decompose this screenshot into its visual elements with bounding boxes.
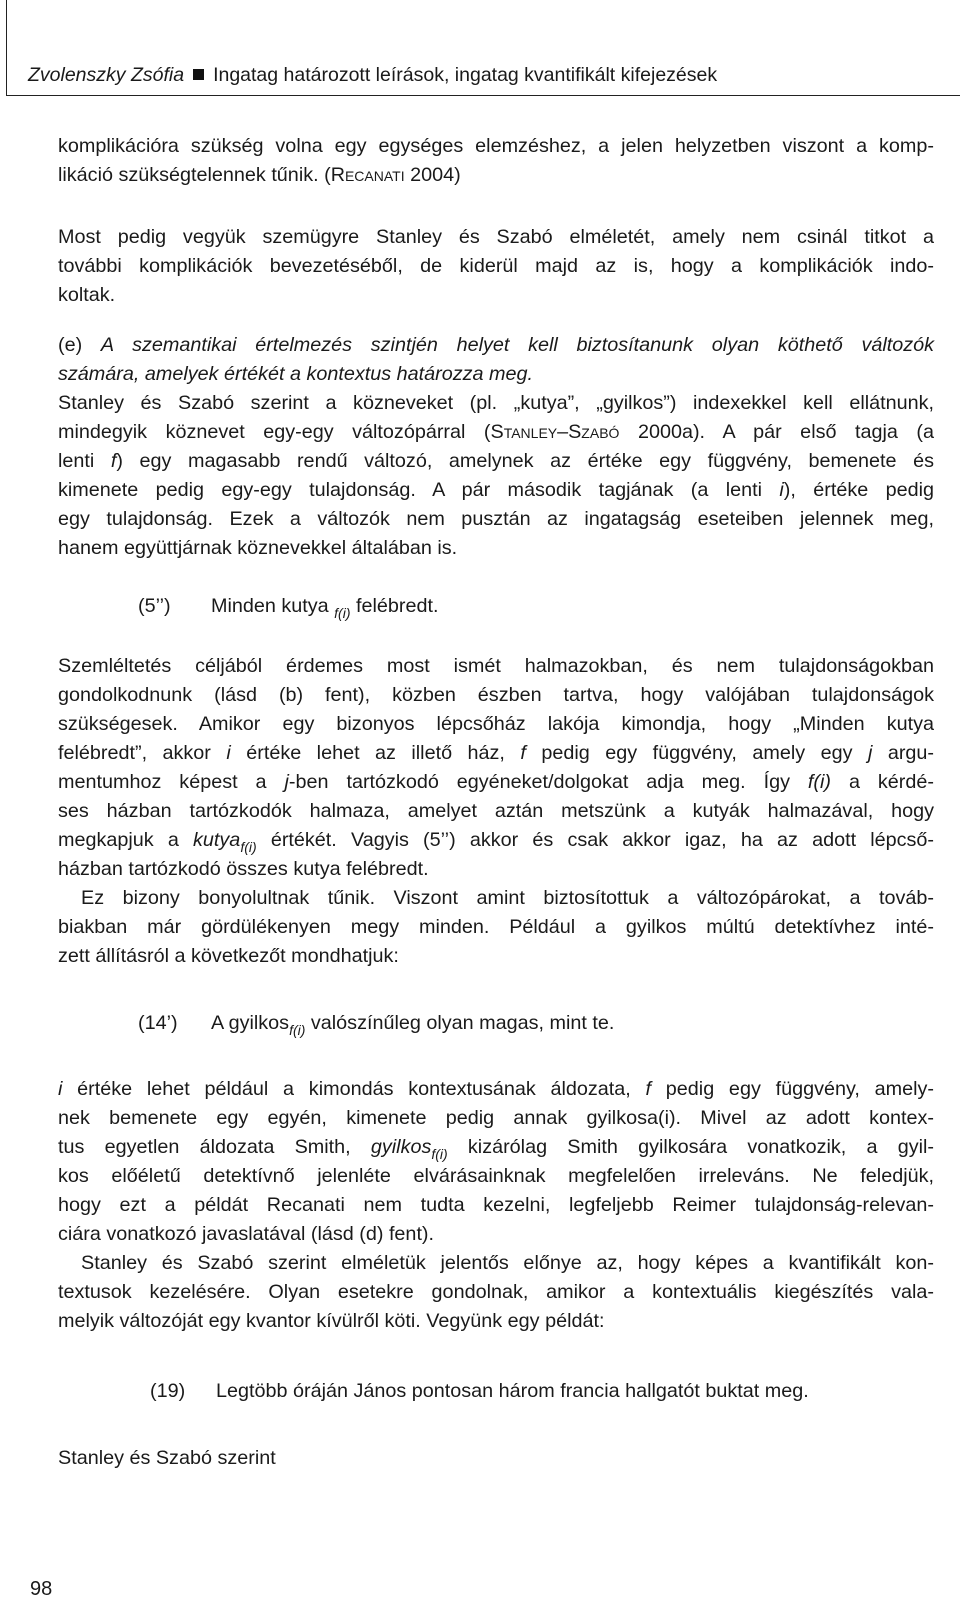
text-run: felébredt. [350,595,439,617]
line [58,768,934,797]
line: ses házban tartózkodók halmaza, amelyet aztán metszünk a kutyák halmazával, hogy [58,800,934,822]
paragraph-6 [58,1075,934,1249]
citation-recanati: Recanati [330,164,405,186]
line: házban tartózkodó összes kutya felébredt. [58,858,429,880]
text-run: valószínűleg olyan magas, mint te. [305,1012,615,1034]
text-run: A szemantikai értelmezés szintjén helyet kell biztosítanunk olyan köthető változók [100,334,935,356]
header-author: Zvolenszky Zsófia [28,64,185,86]
line: Stanley és Szabó szerint elméletük jelentős előnye az, hogy képes a kvantifikált kon- [81,1252,934,1274]
example-number: (14’) [138,1012,178,1034]
paragraph-1 [58,132,934,190]
line: zett állításról a következőt mondhatjuk: [58,945,399,967]
example-number: (19) [150,1380,186,1402]
paragraph-4 [58,652,934,884]
variable-fi: f(i) [807,771,831,793]
line: további komplikációk bevezetéséből, de kiderül majd az is, hogy a komplikációk indo- [58,255,934,277]
header-title: Ingatag határozott leírások, ingatag kvantifikált kifejezések [213,64,718,86]
subscript: f(i) [289,1022,306,1038]
line: Stanley és Szabó szerint [58,1447,276,1469]
subscript: f(i) [431,1146,448,1162]
running-header [28,64,717,87]
variable-j: j [867,742,873,764]
term-kutya: kutya [193,829,241,851]
line: Most pedig vegyük szemügyre Stanley és Szabó elméletét, amely nem csinál titkot a [58,226,934,248]
definition-e [58,331,934,389]
line [58,360,934,389]
text-run: Minden kutya [211,595,335,617]
text-run: a kérdé- [831,771,934,793]
text-run: értéke lehet például a kimondás kontextusának áldozata, [62,1078,646,1100]
text-run: -ben tartózkodó egyéneket/dolgokat adja meg. Így [288,771,808,793]
text-run: értékét. Vagyis (5’’) akkor és csak akkor igaz, ha az adott lépcső- [256,829,935,851]
variable-i: i [226,742,231,764]
line [58,826,934,855]
text-run: értéke lehet az illető ház, [230,742,521,764]
text-run: ), értéke pedig [783,479,934,501]
text-run: felébredt”, akkor [58,742,227,764]
term-gyilkos: gyilkos [370,1136,432,1158]
text-run: számára, amelyek értékét a kontextus határozza meg. [58,363,533,385]
line [58,418,934,447]
variable-f: f [110,450,117,472]
variable-i: i [58,1078,63,1100]
paragraph-8 [58,1444,934,1473]
subscript: f(i) [334,605,351,621]
paragraph-2 [58,223,934,310]
line: textusok kezelésére. Olyan esetekre gondolnak, amikor a kontextuális kiegészítés vala- [58,1281,934,1303]
example-text [211,592,438,621]
line: Szemléltetés céljából érdemes most ismét halmazokban, és nem tulajdonságokban [58,655,934,677]
line: ciára vonatkozó javaslatával (lásd (d) fent). [58,1223,435,1245]
line: koltak. [58,284,116,306]
text-run: mentumhoz képest a [58,771,285,793]
variable-j: j [284,771,289,793]
text-run: likáció szükségtelennek tűnik. ( [58,164,331,186]
definition-label: (e) [58,334,101,356]
paragraph-3 [58,389,934,563]
line: egy tulajdonság. Ezek a változók nem pusztán az ingatagság eseteiben jelennek meg, [58,508,934,530]
text-run: kimenete pedig egy-egy tulajdonság. A pár második tagjának (a lenti [58,479,780,501]
line: biakban már gördülékenyen megy minden. Például a gyilkos múltú detektívhez inté- [58,916,934,938]
line: melyik változóját egy kvantor kívülről köti. Vegyünk egy példát: [58,1310,605,1332]
line [58,161,934,190]
paragraph-5 [58,884,934,971]
line [58,1133,934,1162]
text-run: ) egy magasabb rendű változó, amelynek az értéke egy függvény, bemenete és [116,450,934,472]
text-run: kizárólag Smith gyilkosára vonatkozik, a gyil- [447,1136,934,1158]
example-number: (5’’) [138,595,171,617]
header-rule [6,95,960,96]
example-19 [150,1377,934,1406]
citation-stanley-szabo: Stanley–Szabó [490,421,620,443]
example-text: Legtöbb óráján János pontosan három francia hallgatót buktat meg. [216,1380,809,1402]
line: komplikációra szükség volna egy egységes elemzéshez, a jelen helyzetben viszont a komp- [58,135,934,157]
line: szükségesek. Amikor egy bizonyos lépcsőház lakója kimondja, hogy „Minden kutya [58,713,934,735]
paragraph-7 [58,1249,934,1336]
line: gondolkodnunk (lásd (b) fent), közben észben tartva, hogy valójában tulajdonságok [58,684,934,706]
line: kos előéletű detektívnő jelenléte elvárásainknak megfelelően irreleváns. Ne feledjük, [58,1165,934,1187]
text-run: tus egyetlen áldozata Smith, [58,1136,371,1158]
text-run: 2000a). A pár első tagja (a [619,421,934,443]
text-run: mindegyik köznevet egy-egy változópárral ( [58,421,491,443]
line [58,447,934,476]
page-body [58,132,934,1473]
text-run: pedig egy függvény, amely- [651,1078,934,1100]
example-14 [138,1009,934,1038]
line [58,739,934,768]
line [58,476,934,505]
line: Ez bizony bonyolultnak tűnik. Viszont amint biztosítottuk a változópárokat, a továb- [81,887,934,909]
line [58,331,934,360]
text-run: lenti [58,450,111,472]
text-run: 2004) [404,164,461,186]
bullet-square-icon [193,69,204,80]
example-5 [138,592,934,621]
subscript: f(i) [240,839,257,855]
header-vertical-rule [6,0,7,96]
line [58,1075,934,1104]
line: hanem együttjárnak köznevekkel általában is. [58,537,458,559]
text-run: argu- [872,742,935,764]
line: hogy ezt a példát Recanati nem tudta kezelni, legfeljebb Reimer tulajdonság-relevan- [58,1194,934,1216]
text-run: pedig egy függvény, amely egy [525,742,868,764]
variable-f: f [645,1078,652,1100]
line: nek bemenete egy egyén, kimenete pedig annak gyilkosa(i). Mivel az adott kontex- [58,1107,934,1129]
example-text [211,1009,614,1038]
line: Stanley és Szabó szerint a közneveket (pl. „kutya”, „gyilkos”) indexekkel kell ellátnunk, [58,392,934,414]
page-number: 98 [30,1578,53,1600]
text-run: A gyilkos [211,1012,290,1034]
variable-i: i [779,479,784,501]
variable-f: f [520,742,526,764]
text-run: megkapjuk a [58,829,194,851]
